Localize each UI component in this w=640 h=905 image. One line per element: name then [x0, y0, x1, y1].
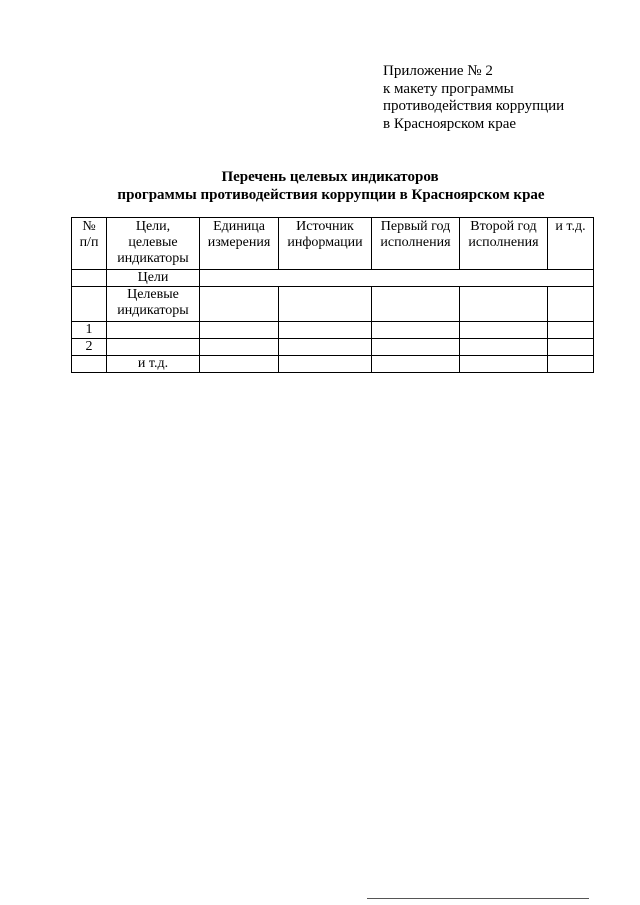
row-number: 2 [72, 339, 107, 356]
header-unit-line-1: Единица [213, 219, 265, 234]
appendix-line-2: к макету программы [383, 80, 514, 97]
table-row-etc [72, 356, 594, 373]
indicators-table [71, 217, 594, 373]
table-cell [372, 356, 460, 373]
table-cell [548, 322, 594, 339]
table-cell [548, 356, 594, 373]
table-row-target [72, 287, 594, 322]
row-number: 1 [72, 322, 107, 339]
table-cell [200, 339, 279, 356]
table-cell [460, 339, 548, 356]
table-cell [200, 356, 279, 373]
title-line-2: программы противодействия коррупции в Красноярском крае [117, 187, 545, 203]
table-cell [279, 322, 372, 339]
appendix-block [383, 63, 623, 133]
header-etc [548, 218, 594, 270]
header-year1-line-1: Первый год [380, 219, 451, 234]
table-cell [200, 322, 279, 339]
header-source-line-2: информации [287, 235, 363, 250]
table-cell [548, 339, 594, 356]
table-header-row [72, 218, 594, 270]
header-goals-line-2: целевые [128, 235, 178, 250]
header-goals-line-1: Цели, [135, 219, 171, 234]
header-year2 [460, 218, 548, 270]
table-cell [372, 287, 460, 322]
header-num [72, 218, 107, 270]
header-num-line-1: № [82, 219, 96, 234]
table-cell [460, 356, 548, 373]
target-label-line-2: индикаторы [117, 303, 189, 318]
header-unit [200, 218, 279, 270]
header-year1 [372, 218, 460, 270]
table-cell [72, 270, 107, 287]
title-line-1: Перечень целевых индикаторов [221, 169, 439, 185]
table-cell [72, 356, 107, 373]
header-source [279, 218, 372, 270]
header-num-line-2: п/п [79, 235, 99, 250]
goals-label: Цели [107, 270, 200, 287]
table-cell [279, 287, 372, 322]
footer-rule [367, 898, 589, 899]
header-etc-line-1: и т.д. [555, 219, 586, 234]
table-cell [72, 287, 107, 322]
table-row-2 [72, 339, 594, 356]
header-year1-line-2: исполнения [380, 235, 451, 250]
table-cell [372, 322, 460, 339]
table-cell [460, 322, 548, 339]
table-cell [107, 339, 200, 356]
header-year2-line-2: исполнения [468, 235, 539, 250]
table-cell [460, 287, 548, 322]
table-cell-merged [200, 270, 594, 287]
table-cell [548, 287, 594, 322]
target-label-line-1: Целевые [127, 287, 179, 302]
table-row-goals [72, 270, 594, 287]
header-unit-line-2: измерения [207, 235, 271, 250]
table-row-1 [72, 322, 594, 339]
appendix-line-3: противодействия коррупции [383, 98, 565, 114]
header-year2-line-1: Второй год [470, 219, 537, 234]
header-goals [107, 218, 200, 270]
table-cell [200, 287, 279, 322]
table-cell [279, 356, 372, 373]
appendix-line-4: в Красноярском крае [383, 115, 517, 132]
appendix-line-1: Приложение № 2 [383, 63, 493, 79]
target-indicators-label [107, 287, 200, 322]
header-source-line-1: Источник [296, 219, 354, 234]
header-goals-line-3: индикаторы [117, 251, 189, 266]
etc-label: и т.д. [107, 356, 200, 373]
table-cell [372, 339, 460, 356]
document-title [0, 168, 640, 204]
table-cell [107, 322, 200, 339]
table-cell [279, 339, 372, 356]
